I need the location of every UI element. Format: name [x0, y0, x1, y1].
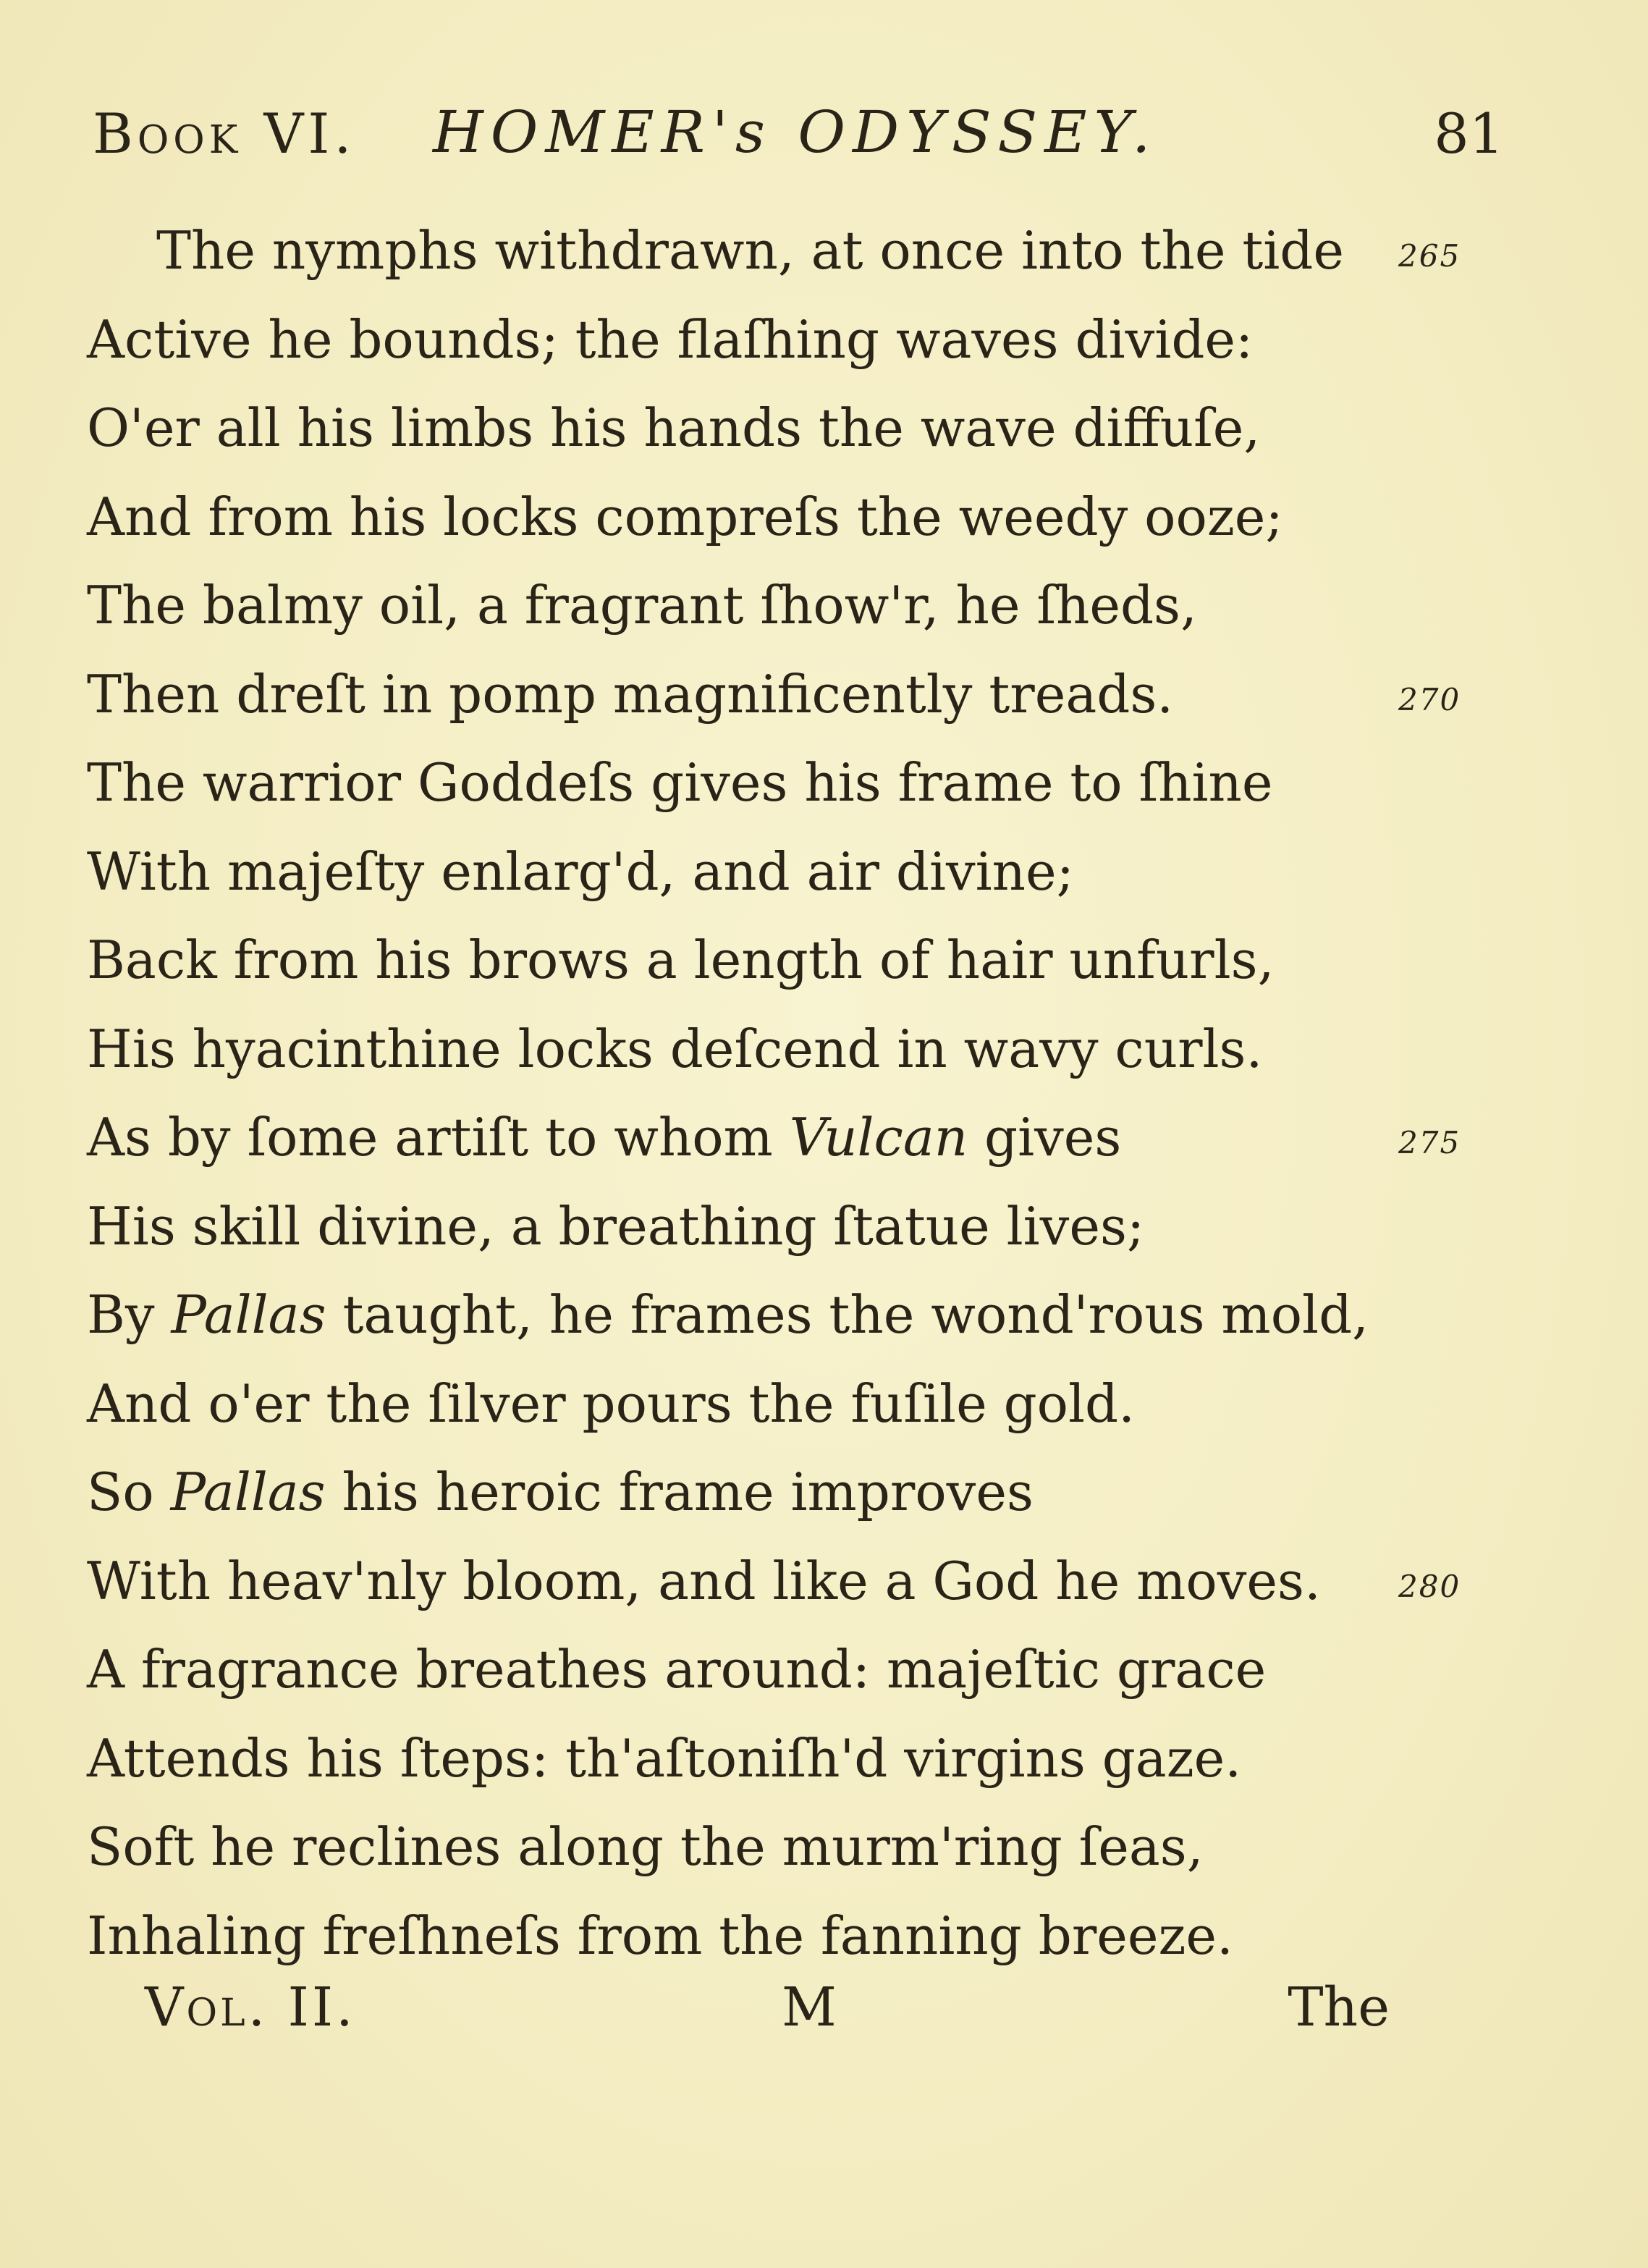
verse-line: [87, 1182, 1476, 1271]
verse-text: A fragrance breathes around: majeſtic grace: [87, 1639, 1267, 1700]
verse-line: [87, 384, 1476, 473]
verse-text: Back from his brows a length of hair unfurls,: [87, 929, 1275, 990]
volume-label: Vol. II.: [145, 1976, 356, 2039]
verse-line: [87, 1448, 1476, 1537]
line-number: 265: [1398, 238, 1461, 274]
verse-line: [87, 1625, 1476, 1714]
verse-text: Active he bounds; the flaſhing waves divide:: [87, 308, 1254, 370]
line-number: 270: [1398, 681, 1461, 717]
line-number: 275: [1398, 1125, 1461, 1160]
emphasis-pallas: Pallas: [171, 1284, 326, 1345]
verse-block: [87, 206, 1476, 1980]
emphasis-vulcan: Vulcan: [789, 1107, 968, 1168]
verse-text: Inhaling freſhneſs from the fanning breeze.: [87, 1905, 1233, 1966]
verse-text: His hyacinthine locks deſcend in wavy curls.: [87, 1018, 1263, 1079]
verse-line: [87, 1270, 1476, 1359]
verse-text: With majeſty enlarg'd, and air divine;: [87, 840, 1074, 902]
book-label: Book VI.: [93, 101, 356, 166]
verse-line: [87, 1892, 1476, 1981]
verse-line: [87, 561, 1476, 650]
verse-text: As by ſome artiſt to whom Vulcan gives: [87, 1107, 1122, 1168]
verse-line: [87, 916, 1476, 1005]
verse-text: His skill divine, a breathing ſtatue lives;: [87, 1195, 1145, 1257]
signature-mark: M: [782, 1976, 837, 2039]
verse-text: So Pallas his heroic frame improves: [87, 1462, 1034, 1522]
verse-text: And from his locks compreſs the weedy ooze;: [87, 486, 1283, 547]
verse-text: Then dreſt in pomp magnificently treads.: [87, 663, 1174, 725]
verse-text: Attends his ſteps: th'aſtoniſh'd virgins gaze.: [87, 1727, 1242, 1789]
verse-text: With heav'nly bloom, and like a God he moves.: [87, 1550, 1321, 1611]
verse-line: [87, 738, 1476, 827]
verse-line: [87, 295, 1476, 384]
line-number: 280: [1398, 1568, 1461, 1604]
page-number: 81: [1434, 101, 1504, 166]
verse-line: [87, 1359, 1476, 1449]
verse-text: O'er all his limbs his hands the wave diffuſe,: [87, 397, 1261, 458]
verse-text: The warrior Goddeſs gives his frame to ſhine: [87, 752, 1273, 813]
verse-line: [87, 1714, 1476, 1803]
verse-line: [87, 650, 1476, 739]
verse-text: Soft he reclines along the murm'ring ſeas,: [87, 1816, 1204, 1877]
verse-line: [87, 1803, 1476, 1892]
running-title: HOMER's ODYSSEY.: [433, 98, 1158, 166]
verse-line: [87, 206, 1476, 295]
verse-line: [87, 473, 1476, 562]
verse-line: [87, 1005, 1476, 1094]
running-head: [93, 98, 1504, 181]
verse-text: The balmy oil, a fragrant ſhow'r, he ſheds,: [87, 575, 1197, 636]
page-footer: [145, 1976, 1390, 2056]
verse-line: [87, 1093, 1476, 1182]
catchword: The: [1288, 1976, 1390, 2039]
verse-text: The nymphs withdrawn, at once into the tide: [156, 220, 1344, 281]
verse-text: By Pallas taught, he frames the wond'rous mold,: [87, 1284, 1369, 1345]
verse-text: And o'er the ſilver pours the fuſile gold.: [87, 1373, 1136, 1434]
emphasis-pallas: Pallas: [170, 1462, 326, 1522]
verse-line: [87, 827, 1476, 916]
verse-line: [87, 1537, 1476, 1626]
